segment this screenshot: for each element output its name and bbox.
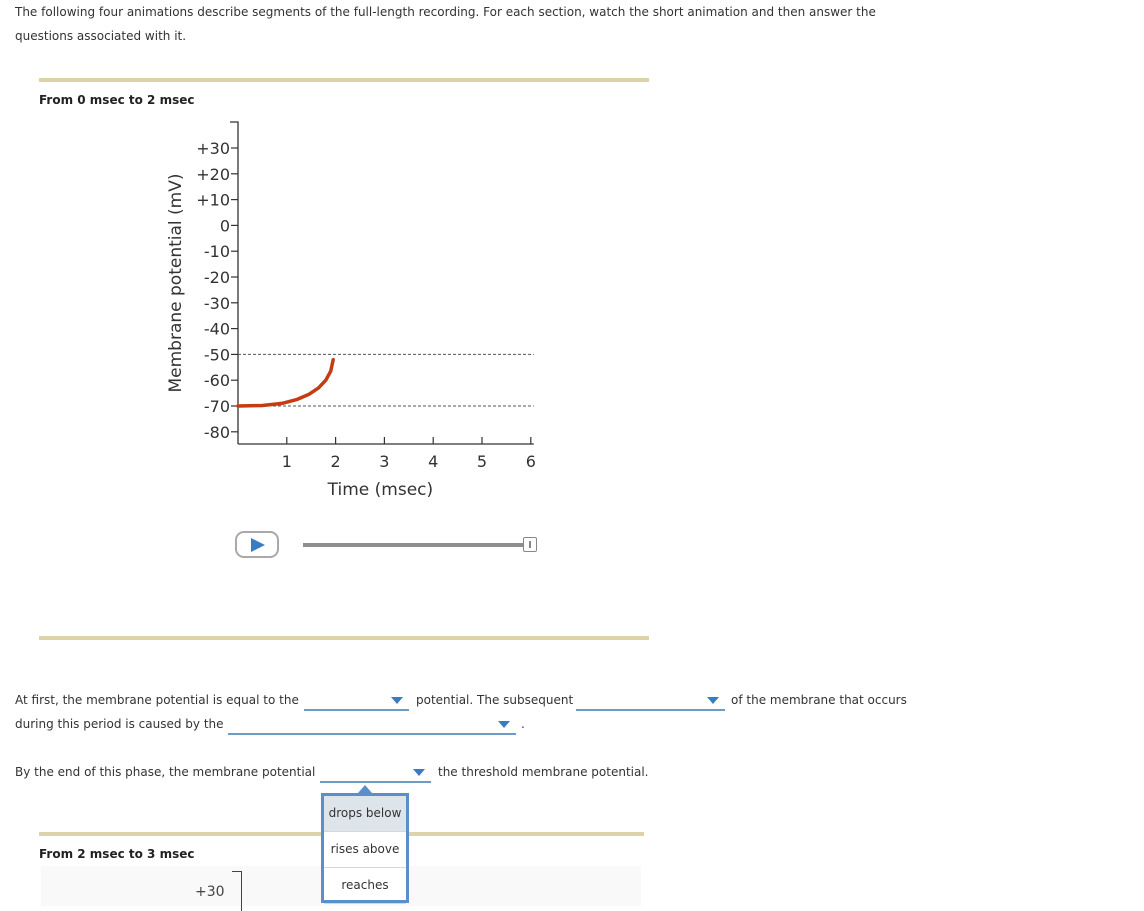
x-tick-label: 2 <box>330 452 341 471</box>
y-tick-label: +30 <box>196 139 230 158</box>
y-axis <box>232 871 242 911</box>
dropdown-caret <box>358 785 372 793</box>
question-text: the threshold membrane potential. <box>438 765 649 779</box>
y-tick-label: -30 <box>203 293 230 313</box>
question-text: . <box>521 717 525 731</box>
menu-option[interactable]: rises above <box>324 832 406 868</box>
y-tick-label: -40 <box>203 319 230 339</box>
y-tick-label: -20 <box>203 268 230 287</box>
chevron-down-icon <box>413 769 425 776</box>
question-text: during this period is caused by the <box>15 717 224 731</box>
y-tick-label: +20 <box>196 164 230 184</box>
menu-option[interactable]: drops below <box>324 796 406 832</box>
chevron-down-icon <box>707 697 719 704</box>
potential-type-dropdown[interactable] <box>304 693 409 711</box>
chevron-down-icon <box>498 721 510 728</box>
y-axis-label: Membrane potential (mV) <box>166 173 186 393</box>
question-text: of the membrane that occurs <box>731 693 907 707</box>
question-text: At first, the membrane potential is equal to the <box>15 693 299 707</box>
x-tick-label: 3 <box>379 452 390 471</box>
y-tick-label: -60 <box>203 371 230 391</box>
x-axis-label: Time (msec) <box>327 480 434 500</box>
membrane-potential-chart <box>150 110 550 510</box>
threshold-comparison-dropdown[interactable] <box>320 765 431 783</box>
y-tick-label: +30 <box>195 884 225 900</box>
question-text: potential. The subsequent <box>416 693 574 707</box>
x-tick-label: 6 <box>525 452 536 471</box>
y-tick-label: -70 <box>203 397 230 416</box>
y-tick-label: -10 <box>203 242 230 262</box>
section-divider <box>39 78 649 82</box>
animation-progress-handle[interactable] <box>523 537 537 552</box>
y-axis <box>230 122 238 444</box>
section-title: From 2 msec to 3 msec <box>39 847 195 861</box>
section-title: From 0 msec to 2 msec <box>39 93 195 107</box>
dropdown-menu <box>321 793 409 903</box>
membrane-change-dropdown[interactable] <box>576 693 725 711</box>
y-tick-label: -50 <box>203 345 230 365</box>
intro-text: The following four animations describe segments of the full-length recording. For each section, watch the short animation and then answer the questions associated with it. <box>15 5 876 43</box>
chevron-down-icon <box>391 697 403 704</box>
question-text: By the end of this phase, the membrane potential <box>15 765 316 779</box>
y-tick-label: +10 <box>196 190 230 210</box>
animation-progress-track[interactable] <box>303 543 529 547</box>
menu-option[interactable]: reaches <box>324 868 406 904</box>
y-tick-label: -80 <box>203 422 230 442</box>
membrane-potential-trace <box>238 360 333 406</box>
cause-dropdown[interactable] <box>228 717 516 735</box>
section-divider <box>39 636 649 640</box>
play-button[interactable] <box>235 531 279 558</box>
play-icon <box>250 538 266 552</box>
x-tick-label: 1 <box>281 452 292 471</box>
y-tick-label: 0 <box>219 216 230 236</box>
x-tick-label: 5 <box>476 452 488 471</box>
x-tick-label: 4 <box>428 452 439 471</box>
